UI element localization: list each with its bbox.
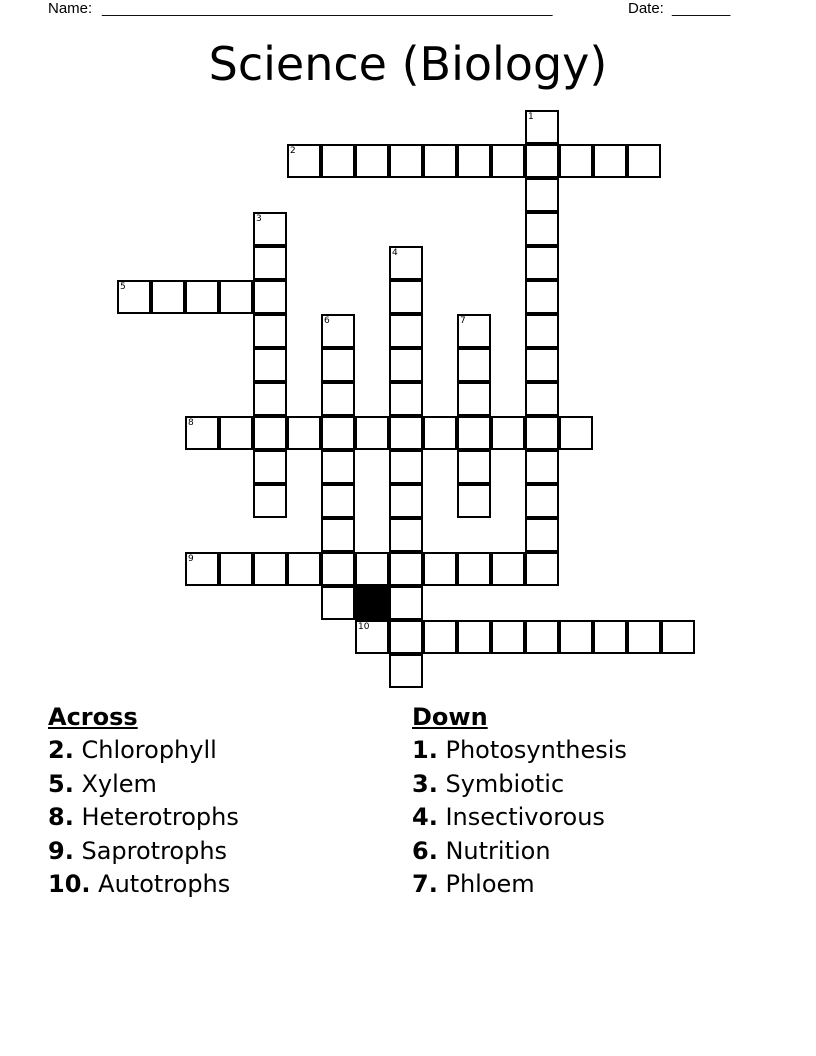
down-clue bbox=[412, 801, 627, 835]
name-blank: ______________________________________________________ bbox=[102, 0, 553, 17]
crossword-cell[interactable] bbox=[253, 280, 287, 314]
crossword-cell[interactable] bbox=[423, 416, 457, 450]
crossword-cell[interactable] bbox=[287, 552, 321, 586]
crossword-cell[interactable] bbox=[423, 552, 457, 586]
crossword-cell[interactable] bbox=[457, 348, 491, 382]
crossword-cell[interactable] bbox=[253, 552, 287, 586]
crossword-cell[interactable] bbox=[321, 450, 355, 484]
crossword-cell[interactable] bbox=[525, 518, 559, 552]
crossword-cell[interactable] bbox=[219, 280, 253, 314]
clue-number: 7. bbox=[412, 870, 438, 898]
crossword-cell[interactable] bbox=[457, 144, 491, 178]
clue-number: 10. bbox=[48, 870, 91, 898]
clue-text: Heterotrophs bbox=[81, 803, 239, 831]
across-clue bbox=[48, 868, 239, 902]
crossword-cell[interactable] bbox=[389, 586, 423, 620]
down-clue bbox=[412, 768, 627, 802]
date-label: Date: bbox=[628, 0, 664, 17]
crossword-cell[interactable] bbox=[355, 144, 389, 178]
crossword-cell[interactable] bbox=[253, 416, 287, 450]
crossword-cell[interactable] bbox=[389, 314, 423, 348]
clue-number: 1. bbox=[412, 736, 438, 764]
clue-text: Insectivorous bbox=[445, 803, 605, 831]
crossword-cell[interactable] bbox=[389, 144, 423, 178]
crossword-cell[interactable] bbox=[525, 314, 559, 348]
crossword-cell[interactable] bbox=[321, 552, 355, 586]
crossword-cell[interactable] bbox=[457, 382, 491, 416]
clue-number: 9. bbox=[48, 836, 74, 865]
date-blank: _______ bbox=[672, 0, 731, 17]
crossword-cell[interactable] bbox=[491, 552, 525, 586]
crossword-cell[interactable] bbox=[253, 348, 287, 382]
crossword-cell[interactable] bbox=[457, 450, 491, 484]
crossword-cell[interactable] bbox=[287, 144, 321, 178]
cell-number: 1 bbox=[528, 112, 534, 122]
crossword-cell[interactable] bbox=[525, 450, 559, 484]
clue-text: Photosynthesis bbox=[445, 736, 627, 764]
clue-number: 5. bbox=[48, 769, 74, 798]
crossword-cell[interactable] bbox=[355, 620, 389, 654]
crossword-cell[interactable] bbox=[525, 280, 559, 314]
across-clue bbox=[48, 835, 239, 869]
crossword-cell[interactable] bbox=[117, 280, 151, 314]
crossword-cell[interactable] bbox=[627, 620, 661, 654]
crossword-cell[interactable] bbox=[525, 246, 559, 280]
crossword-cell[interactable] bbox=[525, 212, 559, 246]
crossword-cell[interactable] bbox=[389, 450, 423, 484]
cell-number: 9 bbox=[188, 554, 194, 564]
crossword-cell[interactable] bbox=[525, 348, 559, 382]
crossword-cell[interactable] bbox=[321, 586, 355, 620]
crossword-cell[interactable] bbox=[355, 552, 389, 586]
crossword-cell[interactable] bbox=[219, 552, 253, 586]
crossword-cell[interactable] bbox=[253, 484, 287, 518]
crossword-cell[interactable] bbox=[491, 620, 525, 654]
clue-text: Phloem bbox=[445, 870, 535, 898]
crossword-block bbox=[355, 586, 389, 620]
crossword-cell[interactable] bbox=[525, 178, 559, 212]
crossword-cell[interactable] bbox=[559, 620, 593, 654]
clue-number: 6. bbox=[412, 836, 438, 865]
crossword-cell[interactable] bbox=[389, 416, 423, 450]
crossword-cell[interactable] bbox=[389, 246, 423, 280]
down-clue bbox=[412, 734, 627, 768]
clue-text: Chlorophyll bbox=[81, 736, 217, 764]
crossword-cell[interactable] bbox=[389, 518, 423, 552]
across-heading: Across bbox=[48, 703, 138, 731]
clue-text: Xylem bbox=[81, 769, 157, 798]
clue-text: Autotrophs bbox=[98, 870, 231, 898]
crossword-cell[interactable] bbox=[321, 348, 355, 382]
crossword-cell[interactable] bbox=[491, 144, 525, 178]
crossword-cell[interactable] bbox=[321, 416, 355, 450]
crossword-cell[interactable] bbox=[355, 416, 389, 450]
crossword-cell[interactable] bbox=[185, 416, 219, 450]
crossword-cell[interactable] bbox=[457, 484, 491, 518]
crossword-cell[interactable] bbox=[559, 416, 593, 450]
crossword-cell[interactable] bbox=[525, 144, 559, 178]
clue-number: 8. bbox=[48, 803, 74, 831]
crossword-cell[interactable] bbox=[423, 620, 457, 654]
cell-number: 3 bbox=[256, 214, 262, 224]
crossword-cell[interactable] bbox=[389, 620, 423, 654]
crossword-cell[interactable] bbox=[525, 416, 559, 450]
crossword-cell[interactable] bbox=[185, 552, 219, 586]
crossword-cell[interactable] bbox=[321, 382, 355, 416]
down-clues bbox=[412, 700, 627, 902]
crossword-cell[interactable] bbox=[287, 416, 321, 450]
crossword-cell[interactable] bbox=[321, 518, 355, 552]
clue-text: Symbiotic bbox=[445, 769, 565, 798]
across-clue bbox=[48, 768, 239, 802]
crossword-cell[interactable] bbox=[253, 212, 287, 246]
crossword-cell[interactable] bbox=[321, 144, 355, 178]
crossword-cell[interactable] bbox=[389, 348, 423, 382]
crossword-cell[interactable] bbox=[457, 552, 491, 586]
cell-number: 4 bbox=[392, 248, 398, 258]
crossword-cell[interactable] bbox=[321, 314, 355, 348]
crossword-cell[interactable] bbox=[423, 144, 457, 178]
cell-number: 7 bbox=[460, 316, 466, 326]
crossword-cell[interactable] bbox=[525, 552, 559, 586]
clue-text: Nutrition bbox=[445, 836, 551, 865]
crossword-cell[interactable] bbox=[389, 280, 423, 314]
clue-number: 3. bbox=[412, 769, 438, 798]
cell-number: 5 bbox=[120, 282, 126, 292]
crossword-cell[interactable] bbox=[491, 416, 525, 450]
crossword-cell[interactable] bbox=[661, 620, 695, 654]
crossword-cell[interactable] bbox=[253, 450, 287, 484]
crossword-cell[interactable] bbox=[389, 484, 423, 518]
across-clue bbox=[48, 801, 239, 835]
clue-number: 4. bbox=[412, 803, 438, 831]
crossword-cell[interactable] bbox=[389, 382, 423, 416]
crossword-cell[interactable] bbox=[525, 484, 559, 518]
crossword-cell[interactable] bbox=[151, 280, 185, 314]
crossword-cell[interactable] bbox=[253, 246, 287, 280]
down-clue bbox=[412, 868, 627, 902]
crossword-cell[interactable] bbox=[593, 620, 627, 654]
crossword-cell[interactable] bbox=[457, 314, 491, 348]
crossword-cell[interactable] bbox=[627, 144, 661, 178]
clue-text: Saprotrophs bbox=[81, 836, 228, 865]
cell-number: 2 bbox=[290, 146, 296, 156]
crossword-cell[interactable] bbox=[321, 484, 355, 518]
crossword-cell[interactable] bbox=[457, 416, 491, 450]
crossword-cell[interactable] bbox=[389, 552, 423, 586]
crossword-cell[interactable] bbox=[389, 654, 423, 688]
cell-number: 10 bbox=[358, 622, 370, 632]
crossword-cell[interactable] bbox=[559, 144, 593, 178]
across-clue bbox=[48, 734, 239, 768]
crossword-cell[interactable] bbox=[253, 314, 287, 348]
across-clues bbox=[48, 700, 239, 902]
crossword-cell[interactable] bbox=[253, 382, 287, 416]
crossword-cell[interactable] bbox=[185, 280, 219, 314]
crossword-cell[interactable] bbox=[219, 416, 253, 450]
crossword-cell[interactable] bbox=[525, 110, 559, 144]
crossword-cell[interactable] bbox=[457, 620, 491, 654]
name-label: Name: bbox=[48, 0, 93, 17]
cell-number: 8 bbox=[188, 418, 194, 428]
crossword-cell[interactable] bbox=[525, 382, 559, 416]
crossword-cell[interactable] bbox=[525, 620, 559, 654]
down-clue bbox=[412, 835, 627, 869]
cell-number: 6 bbox=[324, 316, 330, 326]
down-heading: Down bbox=[412, 703, 488, 731]
page-title: Science (Biology) bbox=[208, 37, 608, 91]
crossword-cell[interactable] bbox=[593, 144, 627, 178]
clue-number: 2. bbox=[48, 736, 74, 764]
